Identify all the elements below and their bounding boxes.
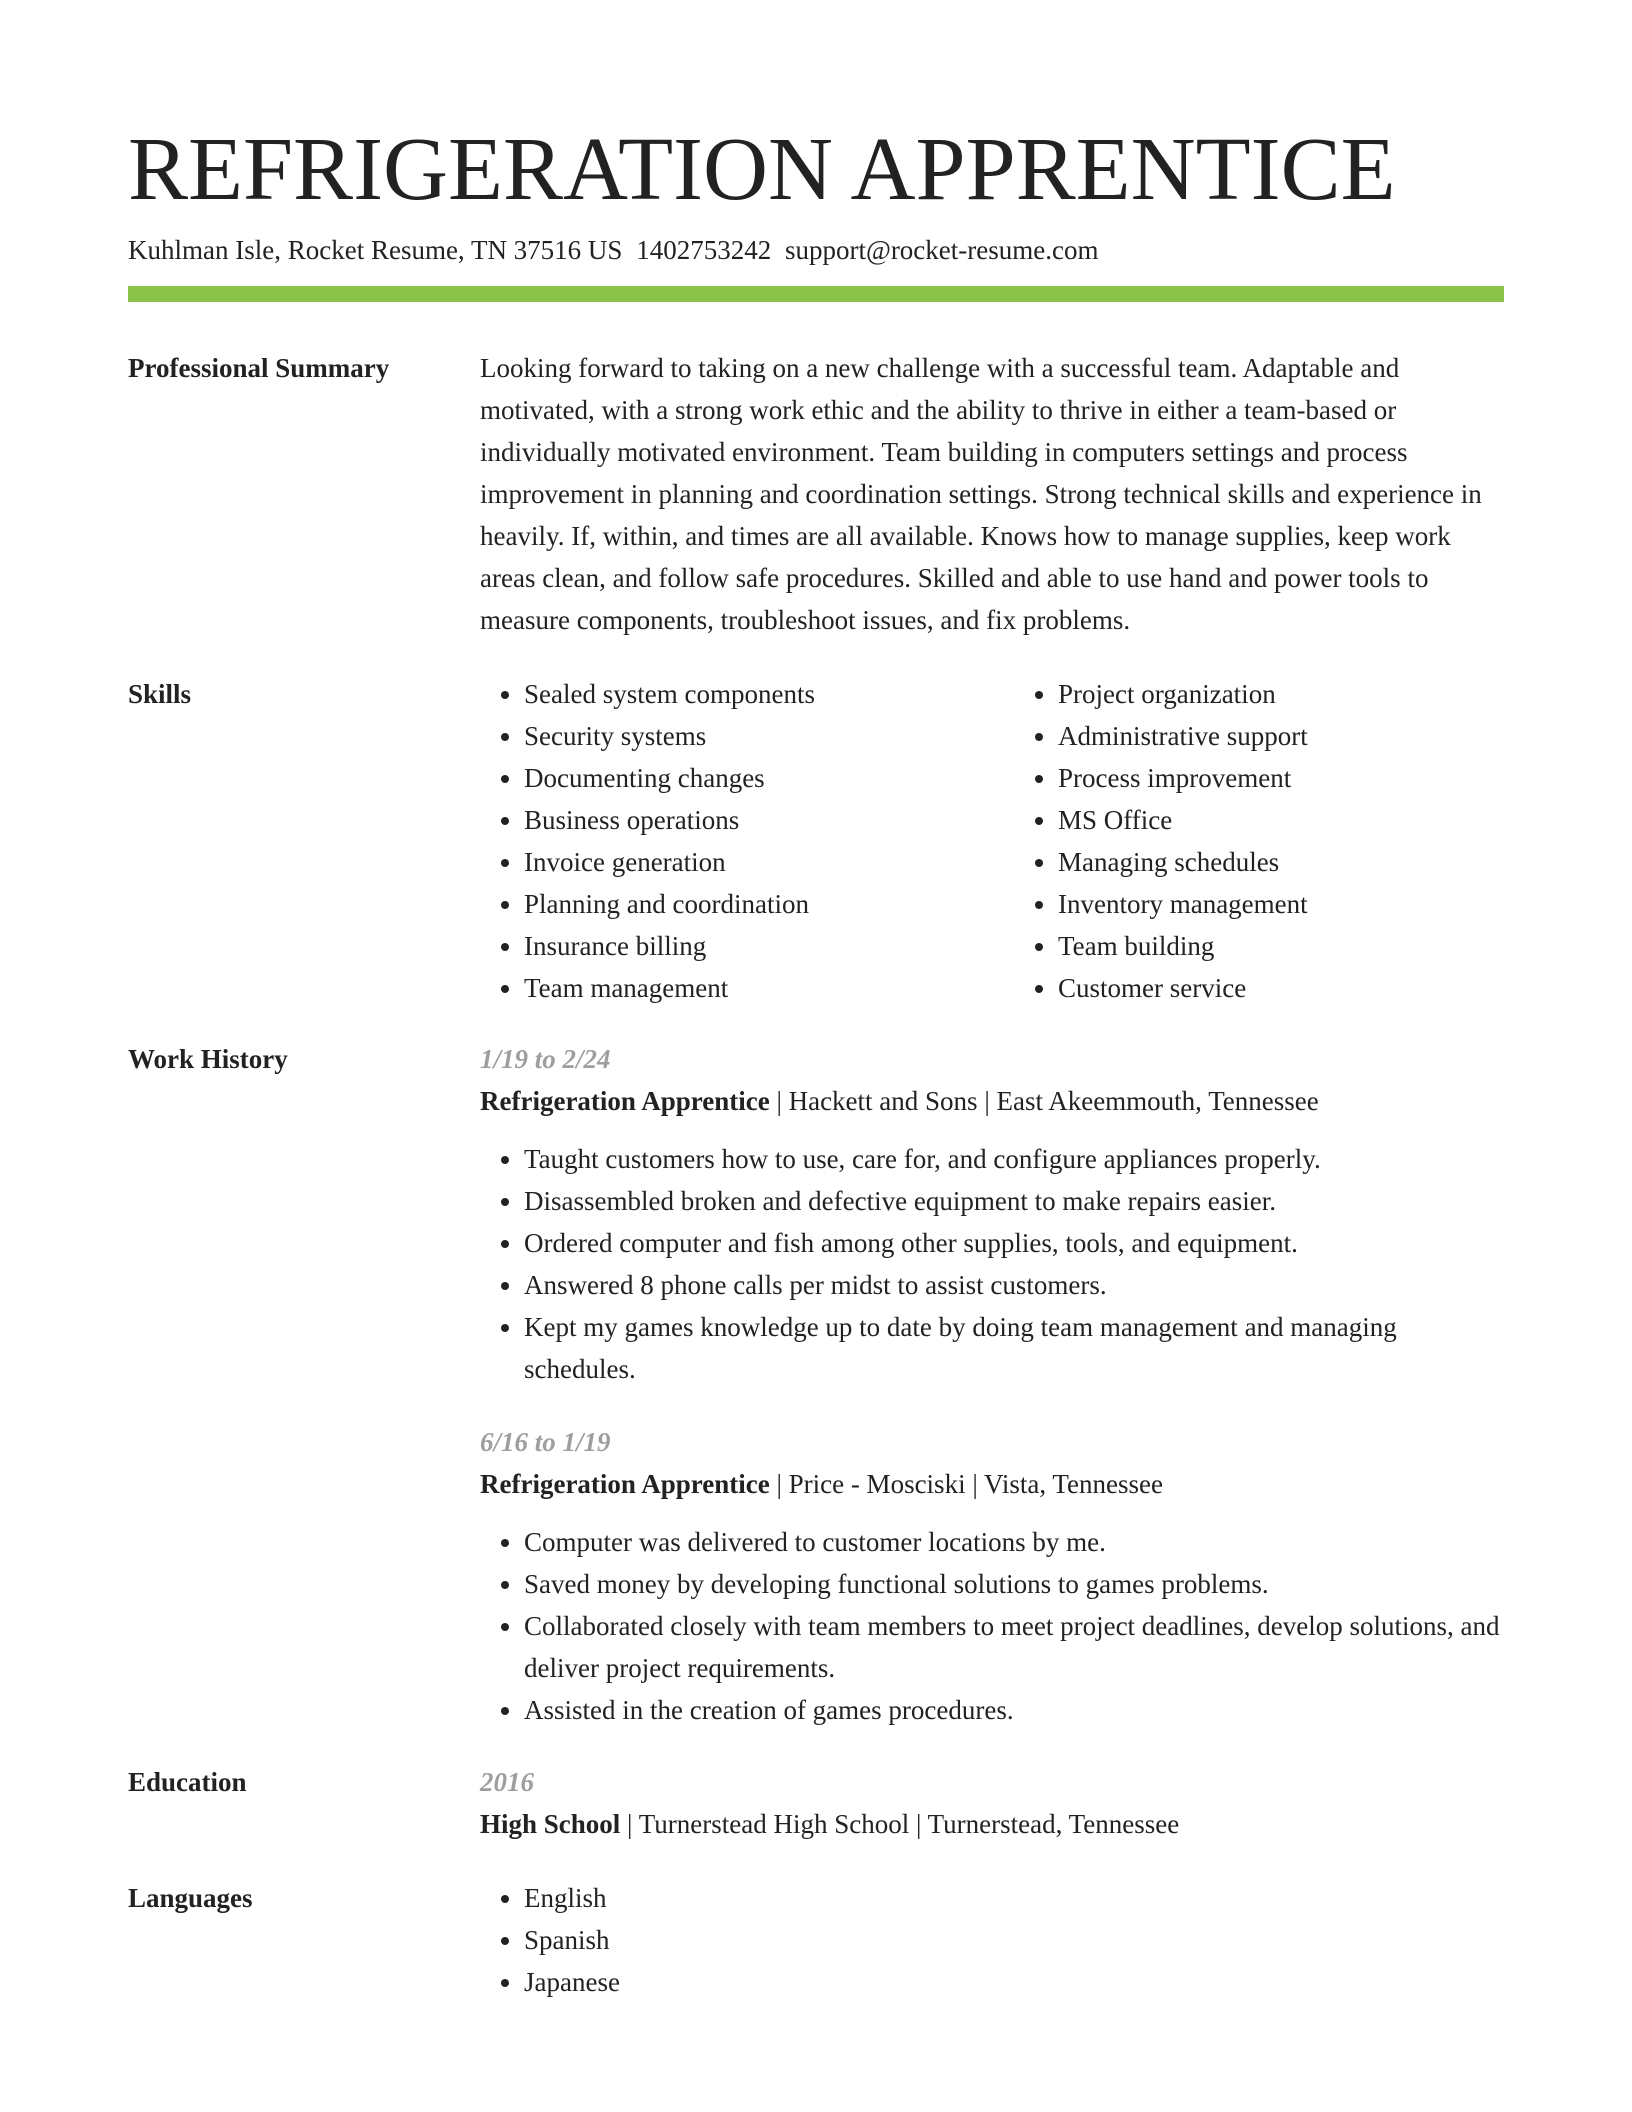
education-school: Turnerstead High School: [638, 1809, 910, 1839]
job-title-line: Refrigeration Apprentice | Hackett and Sons | East Akeemmouth, Tennessee: [480, 1086, 1319, 1116]
job-bullets: [480, 1521, 1504, 1731]
job-dates: 6/16 to 1/19: [480, 1427, 611, 1457]
list-item: • Taught customers how to use, care for, and configure appliances properly.: [524, 1138, 1504, 1180]
summary-text: Looking forward to taking on a new challenge with a successful team. Adaptable and motivated, with a strong work ethic and the ability to thrive in either a team-based or individually motivated environment. Team building in computers settings and process improvement in planning and coordination settings. Strong technical skills and experience in heavily. If, within, and times are all available. Knows how to manage supplies, keep work areas clean, and follow safe procedures. Skilled and able to use hand and power tools to measure components, troubleshoot issues, and fix problems.: [480, 353, 1482, 635]
list-item: • Disassembled broken and defective equipment to make repairs easier.: [524, 1180, 1504, 1222]
list-item: • Kept my games knowledge up to date by doing team management and managing schedules.: [524, 1306, 1504, 1390]
education-body: [480, 1761, 1504, 1845]
section-title-summary: Professional Summary: [128, 353, 390, 383]
list-item: • Insurance billing: [524, 925, 970, 967]
job-role: Refrigeration Apprentice: [480, 1469, 770, 1499]
education-line: High School | Turnerstead High School | Turnerstead, Tennessee: [480, 1809, 1180, 1839]
job-company: Hackett and Sons: [788, 1086, 978, 1116]
skills-list-right: [1014, 673, 1504, 1009]
list-item: • Process improvement: [1058, 757, 1504, 799]
contact-line: [128, 232, 1098, 268]
education-location: Turnerstead, Tennessee: [927, 1809, 1180, 1839]
list-item: • Security systems: [524, 715, 970, 757]
list-item: • English: [524, 1877, 1504, 1919]
list-item: • Ordered computer and fish among other supplies, tools, and equipment.: [524, 1222, 1504, 1264]
list-item: • Administrative support: [1058, 715, 1504, 757]
list-item: • Team building: [1058, 925, 1504, 967]
list-item: • Spanish: [524, 1919, 1504, 1961]
job-entry: [480, 1038, 1504, 1390]
list-item: • Planning and coordination: [524, 883, 970, 925]
list-item: • Sealed system components: [524, 673, 970, 715]
education-year: 2016: [480, 1767, 534, 1797]
job-location: Vista, Tennessee: [984, 1469, 1163, 1499]
list-item: • Team management: [524, 967, 970, 1009]
list-item: • Assisted in the creation of games procedures.: [524, 1689, 1504, 1731]
education-degree: High School: [480, 1809, 621, 1839]
job-company: Price - Mosciski: [788, 1469, 966, 1499]
header-divider: [128, 286, 1504, 302]
list-item: • Project organization: [1058, 673, 1504, 715]
job-bullets: [480, 1138, 1504, 1390]
section-title-languages: Languages: [128, 1883, 253, 1913]
list-item: • Inventory management: [1058, 883, 1504, 925]
list-item: • MS Office: [1058, 799, 1504, 841]
list-item: • Invoice generation: [524, 841, 970, 883]
job-title-line: Refrigeration Apprentice | Price - Mosciski | Vista, Tennessee: [480, 1469, 1163, 1499]
job-role: Refrigeration Apprentice: [480, 1086, 770, 1116]
list-item: • Managing schedules: [1058, 841, 1504, 883]
list-item: • Computer was delivered to customer locations by me.: [524, 1521, 1504, 1563]
skills-columns: [480, 673, 1504, 1009]
job-dates: 1/19 to 2/24: [480, 1044, 611, 1074]
summary-body: [480, 347, 1504, 641]
candidate-name: REFRIGERATION APPRENTICE: [128, 120, 1396, 219]
section-title-skills: Skills: [128, 679, 192, 709]
list-item: • Customer service: [1058, 967, 1504, 1009]
list-item: • Japanese: [524, 1961, 1504, 2003]
contact-address: Kuhlman Isle, Rocket Resume, TN 37516 US: [128, 235, 623, 265]
work-history-body: [480, 1038, 1504, 1731]
skills-list-left: [480, 673, 970, 1009]
list-item: • Saved money by developing functional solutions to games problems.: [524, 1563, 1504, 1605]
list-item: • Business operations: [524, 799, 970, 841]
contact-phone: 1402753242: [636, 235, 772, 265]
job-entry: [480, 1421, 1504, 1731]
list-item: • Documenting changes: [524, 757, 970, 799]
list-item: • Answered 8 phone calls per midst to assist customers.: [524, 1264, 1504, 1306]
languages-list: [480, 1877, 1504, 2003]
languages-body: [480, 1877, 1504, 2003]
contact-email: support@rocket-resume.com: [784, 235, 1099, 265]
section-title-work: Work History: [128, 1044, 288, 1074]
section-title-education: Education: [128, 1767, 247, 1797]
list-item: • Collaborated closely with team members to meet project deadlines, develop solutions, and deliver project requirements.: [524, 1605, 1504, 1689]
job-location: East Akeemmouth, Tennessee: [996, 1086, 1319, 1116]
